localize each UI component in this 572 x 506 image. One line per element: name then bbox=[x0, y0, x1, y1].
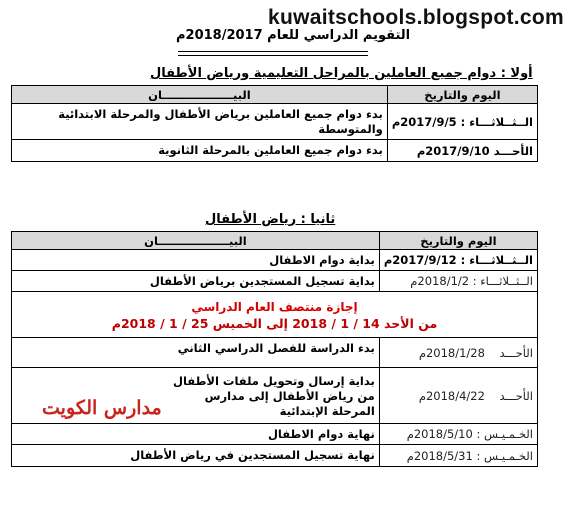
schools-stamp: مدارس الكويت bbox=[42, 397, 162, 419]
site-watermark: kuwaitschools.blogspot.com bbox=[268, 6, 564, 29]
day-label: الأحـــد bbox=[499, 345, 533, 360]
date-value: 2018/5/10م bbox=[406, 427, 473, 441]
table-row bbox=[12, 338, 538, 368]
day-label: الأحـــد bbox=[493, 143, 533, 158]
day-label: الأحـــد bbox=[499, 388, 533, 403]
table-row bbox=[12, 424, 538, 445]
date-cell bbox=[379, 338, 537, 368]
section1-heading: أولا : دوام جميع العاملين بالمراحل التعليمية ورياض الأطفال bbox=[150, 66, 533, 81]
date-value: 2018/1/2م bbox=[410, 274, 470, 288]
holiday-cell bbox=[12, 292, 538, 338]
section2-table bbox=[11, 231, 538, 467]
date-cell: الخـمـيـس : 2018/5/31م bbox=[379, 445, 537, 467]
description-cell: بداية تسجيل المستجدين برياض الأطفال bbox=[12, 271, 380, 292]
date-value: 2018/1/28م bbox=[418, 345, 485, 360]
date-value: 2018/5/31م bbox=[406, 448, 473, 463]
col-desc-header: البيــــــــــــــــــان bbox=[12, 86, 388, 104]
date-cell bbox=[387, 140, 537, 162]
col-date-header: اليوم والتاريخ bbox=[387, 86, 537, 104]
title-underline bbox=[178, 51, 368, 52]
date-cell: الخـمـيـس : 2018/5/10م bbox=[379, 424, 537, 445]
holiday-dates: من الأحد 14 / 1 / 2018 إلى الخميس 25 / 1 / 2018م bbox=[111, 316, 438, 331]
table-row bbox=[12, 140, 538, 162]
section2-heading: ثانيا : رياض الأطفال bbox=[205, 212, 336, 227]
table-row bbox=[12, 104, 538, 140]
description-cell: بداية دوام الاطفال bbox=[12, 250, 380, 271]
col-desc-header: البيــــــــــــــــــان bbox=[12, 232, 380, 250]
description-cell: بدء دوام جميع العاملين بالمرحلة الثانوية bbox=[12, 140, 388, 162]
table-header-row bbox=[12, 86, 538, 104]
description-cell: نهاية دوام الاطفال bbox=[12, 424, 380, 445]
title-underline-2 bbox=[178, 55, 368, 56]
date-cell: الــثــلاثـــاء : 2017/9/12م bbox=[379, 250, 537, 271]
col-date-header: اليوم والتاريخ bbox=[379, 232, 537, 250]
table-row bbox=[12, 445, 538, 467]
date-value: 2017/9/10م bbox=[416, 143, 490, 158]
section1-table bbox=[11, 85, 538, 162]
day-label: الــثــلاثـــاء bbox=[480, 274, 533, 288]
date-value: 2018/4/22م bbox=[418, 388, 485, 403]
table-row bbox=[12, 250, 538, 271]
date-cell: الــثــلاثـــاء : 2018/1/2م bbox=[379, 271, 537, 292]
date-cell bbox=[379, 368, 537, 424]
day-label: الخـمـيـس bbox=[483, 427, 533, 441]
description-cell: بدء الدراسة للفصل الدراسي الثاني bbox=[12, 338, 380, 368]
day-label: الــثــلاثـــاء bbox=[469, 114, 533, 129]
table-header-row bbox=[12, 232, 538, 250]
date-cell: الــثــلاثـــاء : 2017/9/5م bbox=[387, 104, 537, 140]
holiday-title: إجازة منتصف العام الدراسي bbox=[191, 300, 358, 314]
description-cell: بداية إرسال وتحويل ملفات الأطفال من رياض الأطفال إلى مدارس المرحلة الإبتدائية bbox=[12, 368, 380, 424]
day-label: الخـمـيـس bbox=[483, 448, 533, 463]
date-value: 2017/9/5م bbox=[391, 114, 457, 129]
table-row bbox=[12, 271, 538, 292]
day-label: الــثــلاثـــاء bbox=[469, 253, 533, 267]
description-cell: نهاية تسجيل المستجدين في رياض الأطفال bbox=[12, 445, 380, 467]
date-value: 2017/9/12م bbox=[383, 253, 457, 267]
description-cell: بدء دوام جميع العاملين برياض الأطفال والمرحلة الابتدائية والمتوسطة bbox=[12, 104, 388, 140]
document-title: التقويم الدراسي للعام 2018/2017م bbox=[176, 28, 411, 43]
holiday-row bbox=[12, 292, 538, 338]
